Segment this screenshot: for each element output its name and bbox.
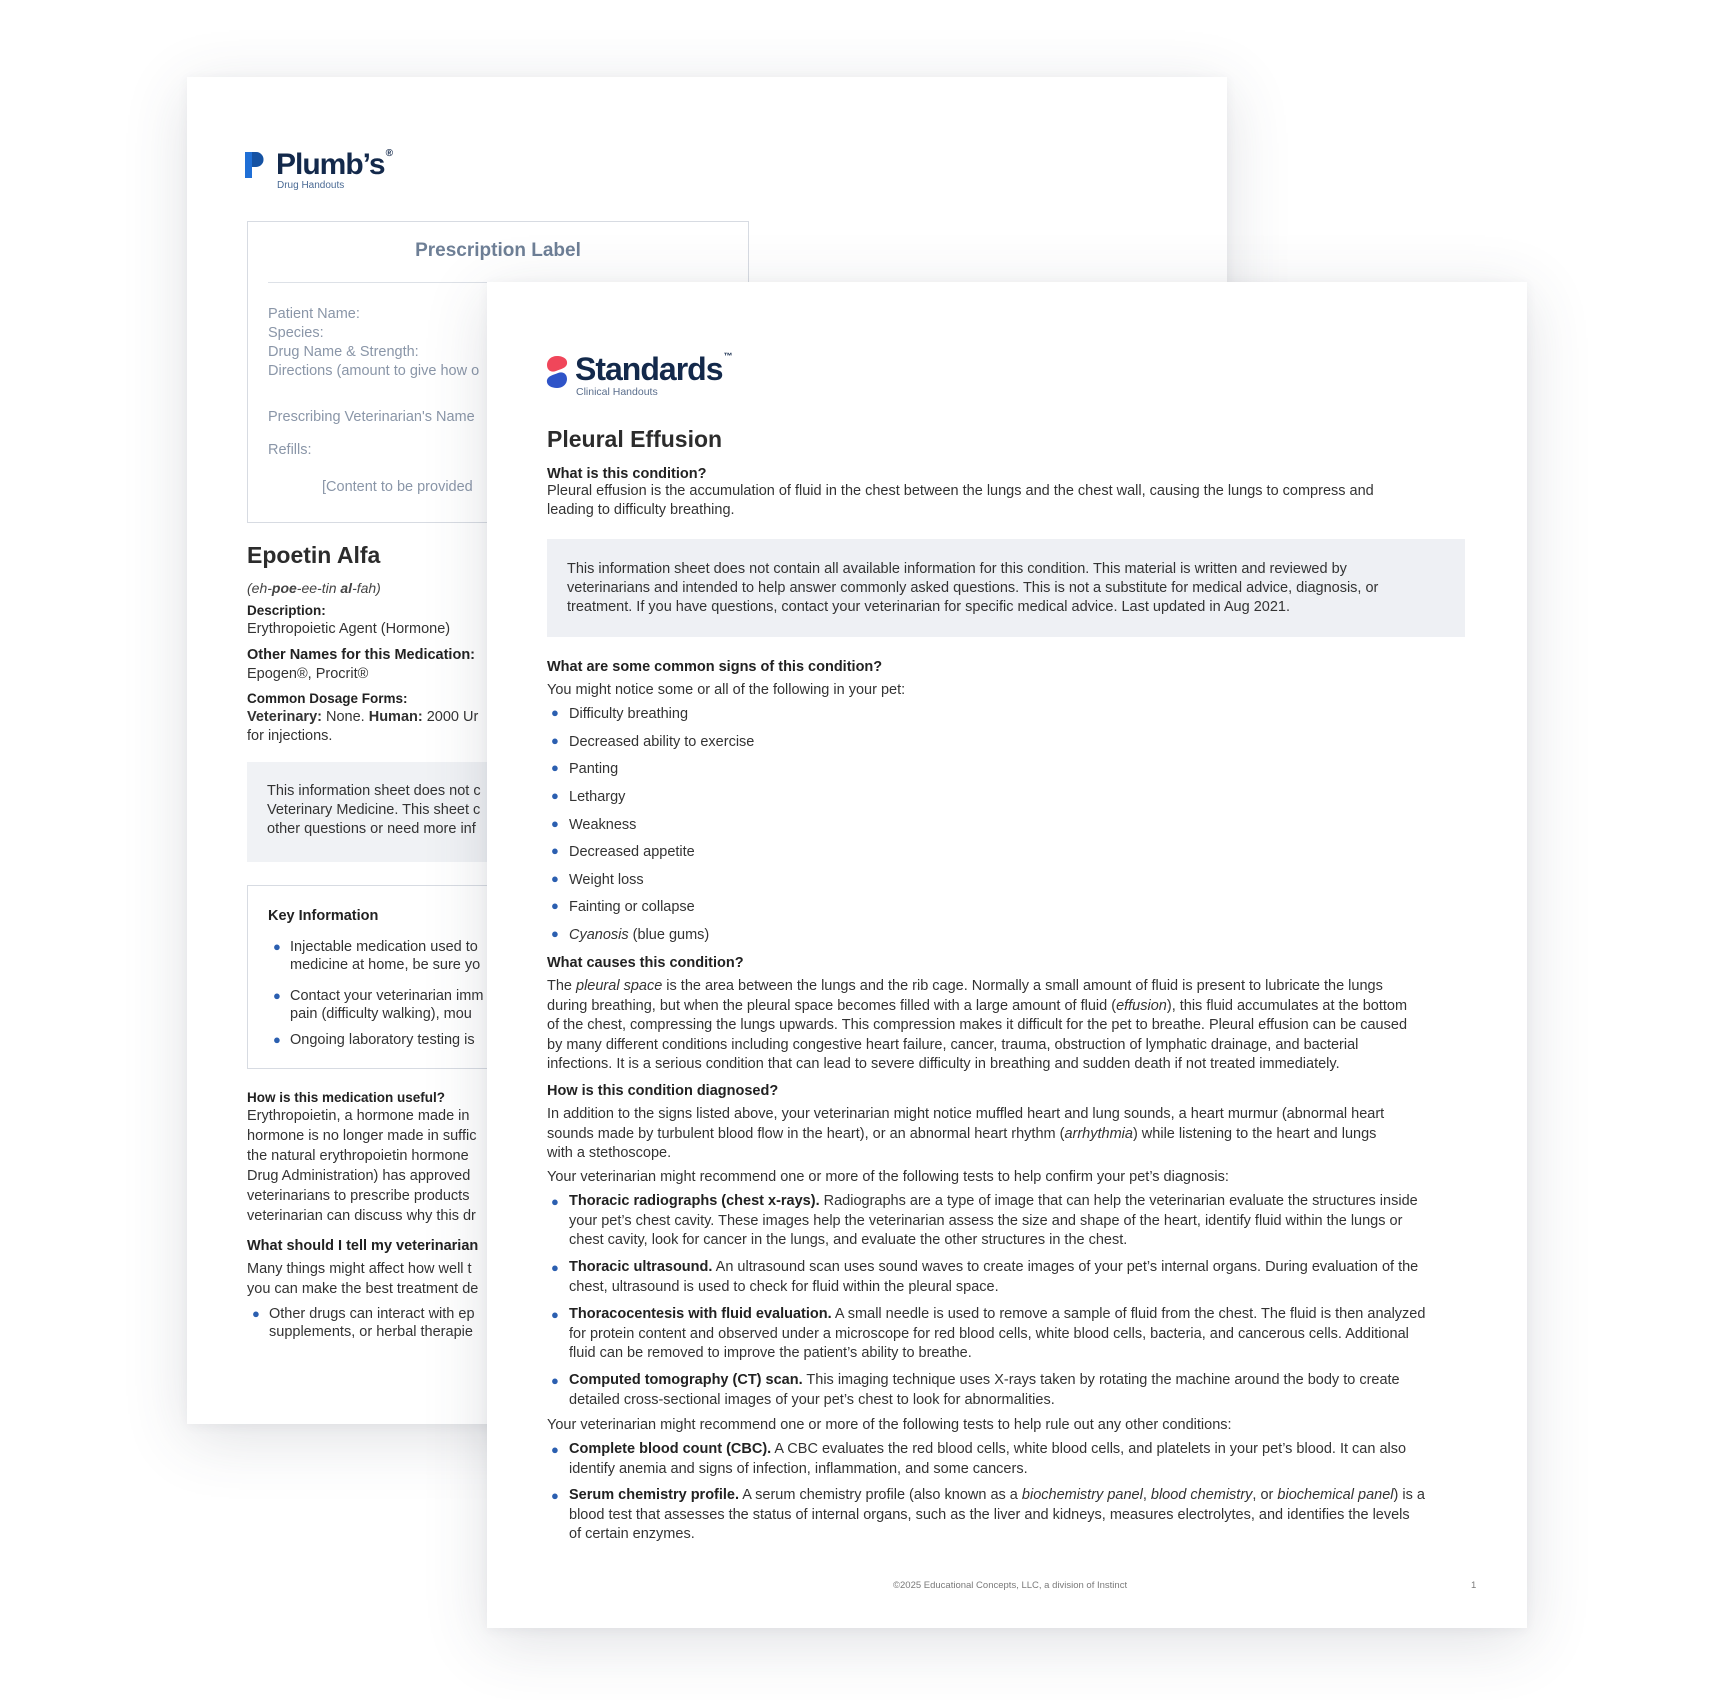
rx-field-prescribing-vet: Prescribing Veterinarian's Name bbox=[268, 409, 475, 425]
disclaimer-line: treatment. If you have questions, contact your veterinarian for specific medical advice. Last updated in Aug 2021. bbox=[567, 599, 1291, 615]
bullet-dot-icon: ● bbox=[551, 1442, 559, 1457]
dosage-forms-value-cont: for injections. bbox=[247, 728, 333, 744]
list-item: ● Fainting or collapse bbox=[551, 898, 695, 915]
useful-line: Erythropoietin, a hormone made in bbox=[247, 1108, 470, 1124]
useful-line: Drug Administration) has approved bbox=[247, 1168, 471, 1184]
useful-line: veterinarian can discuss why this dr bbox=[247, 1208, 476, 1224]
list-item: ● Other drugs can interact with ep supplements, or herbal therapie bbox=[252, 1306, 475, 1340]
causes-line: infections. It is a serious condition that can lead to severe difficulty in breathing and sudden death if not treated immediately. bbox=[547, 1056, 1340, 1072]
causes-line: by many different conditions including congestive heart failure, cancer, trauma, obstruction of lymphatic drainage, and bacterial bbox=[547, 1036, 1359, 1053]
plumbs-subtitle: Drug Handouts bbox=[277, 180, 345, 191]
tell-vet-line: Many things might affect how well t bbox=[247, 1261, 472, 1277]
useful-line: the natural erythropoietin hormone bbox=[247, 1148, 469, 1164]
useful-heading: How is this medication useful? bbox=[247, 1090, 446, 1105]
drug-title: Epoetin Alfa bbox=[247, 542, 381, 568]
question-diagnosed: How is this condition diagnosed? bbox=[547, 1083, 779, 1099]
bullet-dot-icon: ● bbox=[551, 926, 559, 941]
rx-field-species: Species: bbox=[268, 325, 324, 341]
info-line: This information sheet does not c bbox=[267, 783, 481, 799]
bullet-dot-icon: ● bbox=[551, 705, 559, 720]
page-title: Pleural Effusion bbox=[547, 426, 723, 452]
standards-s-logo-icon bbox=[545, 355, 569, 389]
diagnosis-line: with a stethoscope. bbox=[547, 1145, 672, 1161]
tests-intro: Your veterinarian might recommend one or more of the following tests to help confirm your pet’s diagnosis: bbox=[547, 1169, 1229, 1185]
diagnosis-line: In addition to the signs listed above, your veterinarian might notice muffled heart and lung sounds, a heart murmur (abnormal heart bbox=[547, 1106, 1385, 1122]
page-number: 1 bbox=[1471, 1580, 1477, 1591]
disclaimer-line: This information sheet does not contain all available information for this condition. This material is written and reviewed by bbox=[567, 561, 1347, 577]
rx-field-refills: Refills: bbox=[268, 442, 312, 458]
plumbs-wordmark: Plumb’s® bbox=[276, 148, 392, 181]
list-item: ● Thoracic radiographs (chest x-rays). Radiographs are a type of image that can help the veterinarian evaluate the structures inside your pet’s chest cavity. These images help the veterinarian assess the size and shape of the heart, identify fluid within the lungs or chest cavity, look for cancer in the lungs, and evaluate the other structures in the chest. bbox=[551, 1193, 1418, 1248]
bullet-dot-icon: ● bbox=[551, 871, 559, 886]
list-item: ● Weakness bbox=[551, 816, 637, 833]
standards-handout-sheet bbox=[487, 282, 1527, 1628]
rx-field-drug-name: Drug Name & Strength: bbox=[268, 344, 419, 360]
list-item: ● Serum chemistry profile. A serum chemistry profile (also known as a biochemistry panel, blood chemistry, or biochemical panel) is a blood test that assesses the status of internal organs, such as the liver and kidneys, measures electrolytes, and identifies the levels of certain enzymes. bbox=[551, 1487, 1425, 1542]
list-item: ● Injectable medication used to medicine at home, be sure yo bbox=[273, 939, 481, 973]
description-label: Description: bbox=[247, 603, 326, 618]
bullet-dot-icon: ● bbox=[252, 1306, 260, 1321]
description-value: Erythropoietic Agent (Hormone) bbox=[247, 621, 451, 637]
bullet-dot-icon: ● bbox=[551, 733, 559, 748]
list-item: ● Decreased ability to exercise bbox=[551, 733, 755, 750]
tell-vet-line: you can make the best treatment de bbox=[247, 1281, 479, 1297]
bullet-dot-icon: ● bbox=[551, 788, 559, 803]
bullet-dot-icon: ● bbox=[273, 988, 281, 1003]
list-item: ● Complete blood count (CBC). A CBC evaluates the red blood cells, white blood cells, and platelets in your pet’s blood. It can also identify anemia and signs of infection, inflammation, and some cancers. bbox=[551, 1441, 1407, 1477]
causes-line: The pleural space is the area between the lungs and the rib cage. Normally a small amount of fluid is present to lubricate the lungs bbox=[547, 978, 1383, 994]
causes-line: during breathing, but when the pleural space becomes filled with a large amount of fluid (effusion), this fluid accumulates at the bottom bbox=[547, 997, 1408, 1014]
disclaimer-line: veterinarians and intended to help answer commonly asked questions. This is not a substitute for medical advice, diagnosis, or bbox=[567, 580, 1379, 596]
bullet-dot-icon: ● bbox=[551, 1194, 559, 1209]
list-item: ● Thoracic ultrasound. An ultrasound scan uses sound waves to create images of your pet’s internal organs. During evaluation of the chest, ultrasound is used to check for fluid within the pleural space. bbox=[551, 1259, 1419, 1295]
list-item: ● Difficulty breathing bbox=[551, 705, 689, 722]
useful-line: veterinarians to prescribe products bbox=[247, 1188, 470, 1204]
info-line: other questions or need more inf bbox=[267, 821, 476, 837]
footer-copyright: ©2025 Educational Concepts, LLC, a division of Instinct bbox=[893, 1580, 1128, 1591]
list-item: ● Cyanosis (blue gums) bbox=[551, 926, 710, 943]
causes-line: of the chest, compressing the lungs upwards. This compression makes it difficult for the pet to breathe. Pleural effusion can be caused bbox=[547, 1017, 1408, 1033]
other-names-value: Epogen®, Procrit® bbox=[247, 666, 369, 682]
list-item: ● Panting bbox=[551, 760, 619, 777]
disclaimer-notice bbox=[547, 539, 1465, 637]
bullet-dot-icon: ● bbox=[551, 1260, 559, 1275]
useful-line: hormone is no longer made in suffic bbox=[247, 1128, 477, 1144]
bullet-dot-icon: ● bbox=[551, 1488, 559, 1503]
bullet-dot-icon: ● bbox=[551, 843, 559, 858]
rx-field-directions: Directions (amount to give how o bbox=[268, 363, 480, 379]
prescription-label-title: Prescription Label bbox=[415, 240, 581, 261]
rx-field-patient-name: Patient Name: bbox=[268, 306, 360, 322]
dosage-forms-label: Common Dosage Forms: bbox=[247, 691, 408, 706]
bullet-dot-icon: ● bbox=[551, 1307, 559, 1322]
other-names-label: Other Names for this Medication: bbox=[247, 647, 476, 663]
tell-vet-heading: What should I tell my veterinarian bbox=[247, 1238, 479, 1254]
rule-out-intro: Your veterinarian might recommend one or more of the following tests to help rule out any other conditions: bbox=[547, 1417, 1232, 1433]
question-causes: What causes this condition? bbox=[547, 955, 744, 971]
standards-wordmark: Standards™ bbox=[575, 351, 732, 387]
signs-intro: You might notice some or all of the following in your pet: bbox=[547, 682, 906, 698]
bullet-dot-icon: ● bbox=[551, 898, 559, 913]
bullet-dot-icon: ● bbox=[551, 1373, 559, 1388]
bullet-dot-icon: ● bbox=[273, 939, 281, 954]
rx-placeholder-note: [Content to be provided bbox=[322, 479, 473, 495]
list-item: ● Thoracocentesis with fluid evaluation. A small needle is used to remove a sample of fluid from the chest. The fluid is then analyzed for protein content and observed under a microscope for red blood cells, white blood cells, bacteria, and cancerous cells. Additional fluid can be removed to improve the patient’s ability to breathe. bbox=[551, 1306, 1426, 1361]
bullet-dot-icon: ● bbox=[551, 816, 559, 831]
standards-subtitle: Clinical Handouts bbox=[576, 386, 658, 398]
list-item: ● Lethargy bbox=[551, 788, 626, 805]
pronunciation: (eh-poe-ee-tin al-fah) bbox=[247, 580, 381, 596]
list-item: ● Weight loss bbox=[551, 871, 644, 888]
diagnosis-line: sounds made by turbulent blood flow in the heart), or an abnormal heart rhythm (arrhythmia) while listening to the heart and lungs bbox=[547, 1125, 1377, 1142]
list-item: ● Decreased appetite bbox=[551, 843, 695, 860]
list-item: ● Contact your veterinarian imm pain (difficulty walking), mou bbox=[273, 988, 484, 1022]
list-item: ● Ongoing laboratory testing is bbox=[273, 1032, 475, 1048]
key-information-title: Key Information bbox=[268, 908, 379, 924]
plumbs-p-logo-icon bbox=[245, 152, 267, 178]
answer-line: leading to difficulty breathing. bbox=[547, 502, 735, 518]
dosage-forms-value: Veterinary: None. Human: 2000 Ur bbox=[247, 709, 479, 725]
question-signs: What are some common signs of this condition? bbox=[547, 659, 883, 675]
info-line: Veterinary Medicine. This sheet c bbox=[267, 802, 481, 818]
answer-line: Pleural effusion is the accumulation of fluid in the chest between the lungs and the chest wall, causing the lungs to compress and bbox=[547, 483, 1374, 499]
bullet-dot-icon: ● bbox=[273, 1032, 281, 1047]
question-what-is: What is this condition? bbox=[547, 466, 707, 482]
bullet-dot-icon: ● bbox=[551, 760, 559, 775]
list-item: ● Computed tomography (CT) scan. This imaging technique uses X-rays taken by rotating the machine around the body to create detailed cross-sectional images of your pet’s chest to look for abnormalities. bbox=[551, 1372, 1400, 1408]
